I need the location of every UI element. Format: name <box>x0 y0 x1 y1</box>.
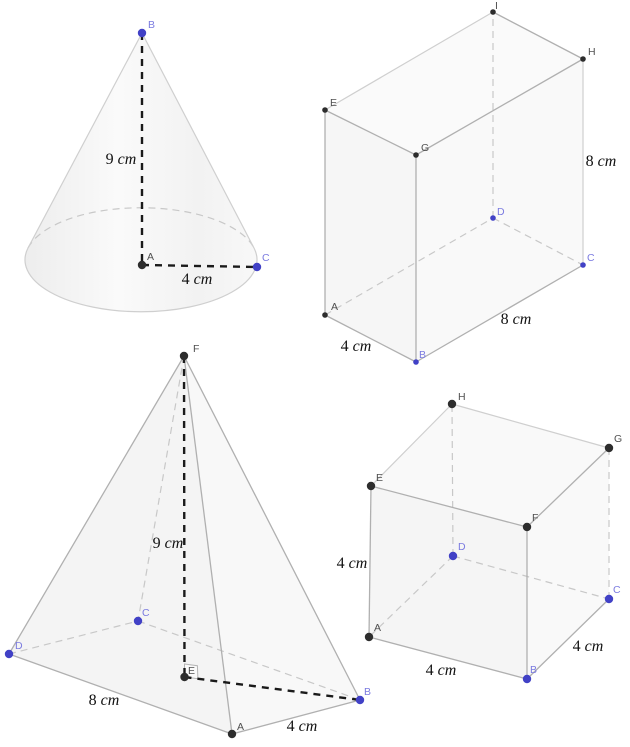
cube-point-D <box>449 552 457 560</box>
pyramid-point-label-E: E <box>188 665 196 677</box>
measure-unit: cm <box>584 638 604 655</box>
cube-point-label-E: E <box>376 472 384 484</box>
prism-point-label-A: A <box>331 301 339 313</box>
measure-value: 4 <box>181 271 190 288</box>
cube-point-label-C: C <box>613 584 621 596</box>
measure-value: 9 <box>105 151 114 168</box>
measure-unit: cm <box>352 338 372 355</box>
prism-point-G <box>413 152 419 158</box>
prism-point-D <box>490 215 496 221</box>
cube-edge-left-label <box>337 555 368 572</box>
measure-unit: cm <box>298 718 318 735</box>
measure-value: 4 <box>340 338 349 355</box>
measure-unit: cm <box>117 151 137 168</box>
measure-value: 4 <box>336 555 345 572</box>
measure-unit: cm <box>100 692 120 709</box>
prism-point-label-B: B <box>419 349 427 361</box>
pyramid-base-long-label <box>89 692 120 709</box>
cube-point-label-A: A <box>374 622 382 634</box>
cone-radius-label <box>182 271 213 288</box>
prism-point-label-I: I <box>495 0 498 12</box>
cube-figure <box>337 391 623 683</box>
measure-value: 4 <box>286 718 295 735</box>
measure-value: 8 <box>585 153 594 170</box>
cone-figure <box>25 19 270 312</box>
pyramid-point-label-B: B <box>364 686 372 698</box>
measure-unit: cm <box>437 662 457 679</box>
prism-point-E <box>322 107 328 113</box>
cube-point-G <box>605 444 613 452</box>
cube-point-H <box>448 400 456 408</box>
prism-point-C <box>580 262 586 268</box>
prism-point-A <box>322 312 328 318</box>
cube-point-B <box>523 675 531 683</box>
prism-point-label-H: H <box>588 46 596 58</box>
prism-width-label <box>501 311 532 328</box>
measure-value: 4 <box>572 638 581 655</box>
cone-point-A <box>138 261 146 269</box>
prism-point-label-E: E <box>330 97 338 109</box>
cone-height-label <box>106 151 137 168</box>
prism-depth-label <box>341 338 372 355</box>
measure-unit: cm <box>193 271 213 288</box>
cone-point-label-A: A <box>147 251 155 263</box>
pyramid-point-C <box>134 617 142 625</box>
prism-point-label-C: C <box>587 252 595 264</box>
measure-unit: cm <box>164 535 184 552</box>
measure-value: 4 <box>425 662 434 679</box>
cone-point-label-B: B <box>148 19 156 31</box>
prism-point-label-D: D <box>497 206 505 218</box>
measure-value: 9 <box>152 535 161 552</box>
pyramid-point-A <box>228 730 236 738</box>
prism-point-label-G: G <box>421 142 430 154</box>
measure-unit: cm <box>512 311 532 328</box>
pyramid-point-D <box>5 650 13 658</box>
cube-edge-right-label <box>573 638 604 655</box>
cube-point-E <box>367 482 375 490</box>
cone-point-B <box>138 29 146 37</box>
cube-point-F <box>523 523 531 531</box>
prism-point-H <box>580 56 586 62</box>
cube-point-label-D: D <box>458 541 466 553</box>
rectangular-prism-figure <box>322 0 616 365</box>
cube-point-C <box>605 595 613 603</box>
pyramid-point-label-A: A <box>237 721 245 733</box>
prism-height-label <box>586 153 617 170</box>
measure-value: 8 <box>500 311 509 328</box>
pyramid-point-F <box>180 352 188 360</box>
cone-point-label-C: C <box>262 252 270 264</box>
pyramid-point-label-F: F <box>193 343 200 355</box>
measure-unit: cm <box>597 153 617 170</box>
pyramid-base-short-label <box>287 718 318 735</box>
cube-edge-bottom-label <box>426 662 457 679</box>
pyramid-figure <box>5 343 371 738</box>
measure-unit: cm <box>348 555 368 572</box>
pyramid-point-label-C: C <box>142 607 150 619</box>
pyramid-height-label <box>153 535 184 552</box>
cube-point-label-H: H <box>458 391 466 403</box>
cube-point-label-B: B <box>530 664 538 676</box>
cone-point-C <box>253 263 261 271</box>
prism-point-B <box>413 359 419 365</box>
pyramid-point-label-D: D <box>15 640 23 652</box>
cube-point-label-G: G <box>614 433 623 445</box>
cube-point-label-F: F <box>532 512 539 524</box>
measure-value: 8 <box>88 692 97 709</box>
cube-point-A <box>365 633 373 641</box>
pyramid-point-B <box>356 696 364 704</box>
